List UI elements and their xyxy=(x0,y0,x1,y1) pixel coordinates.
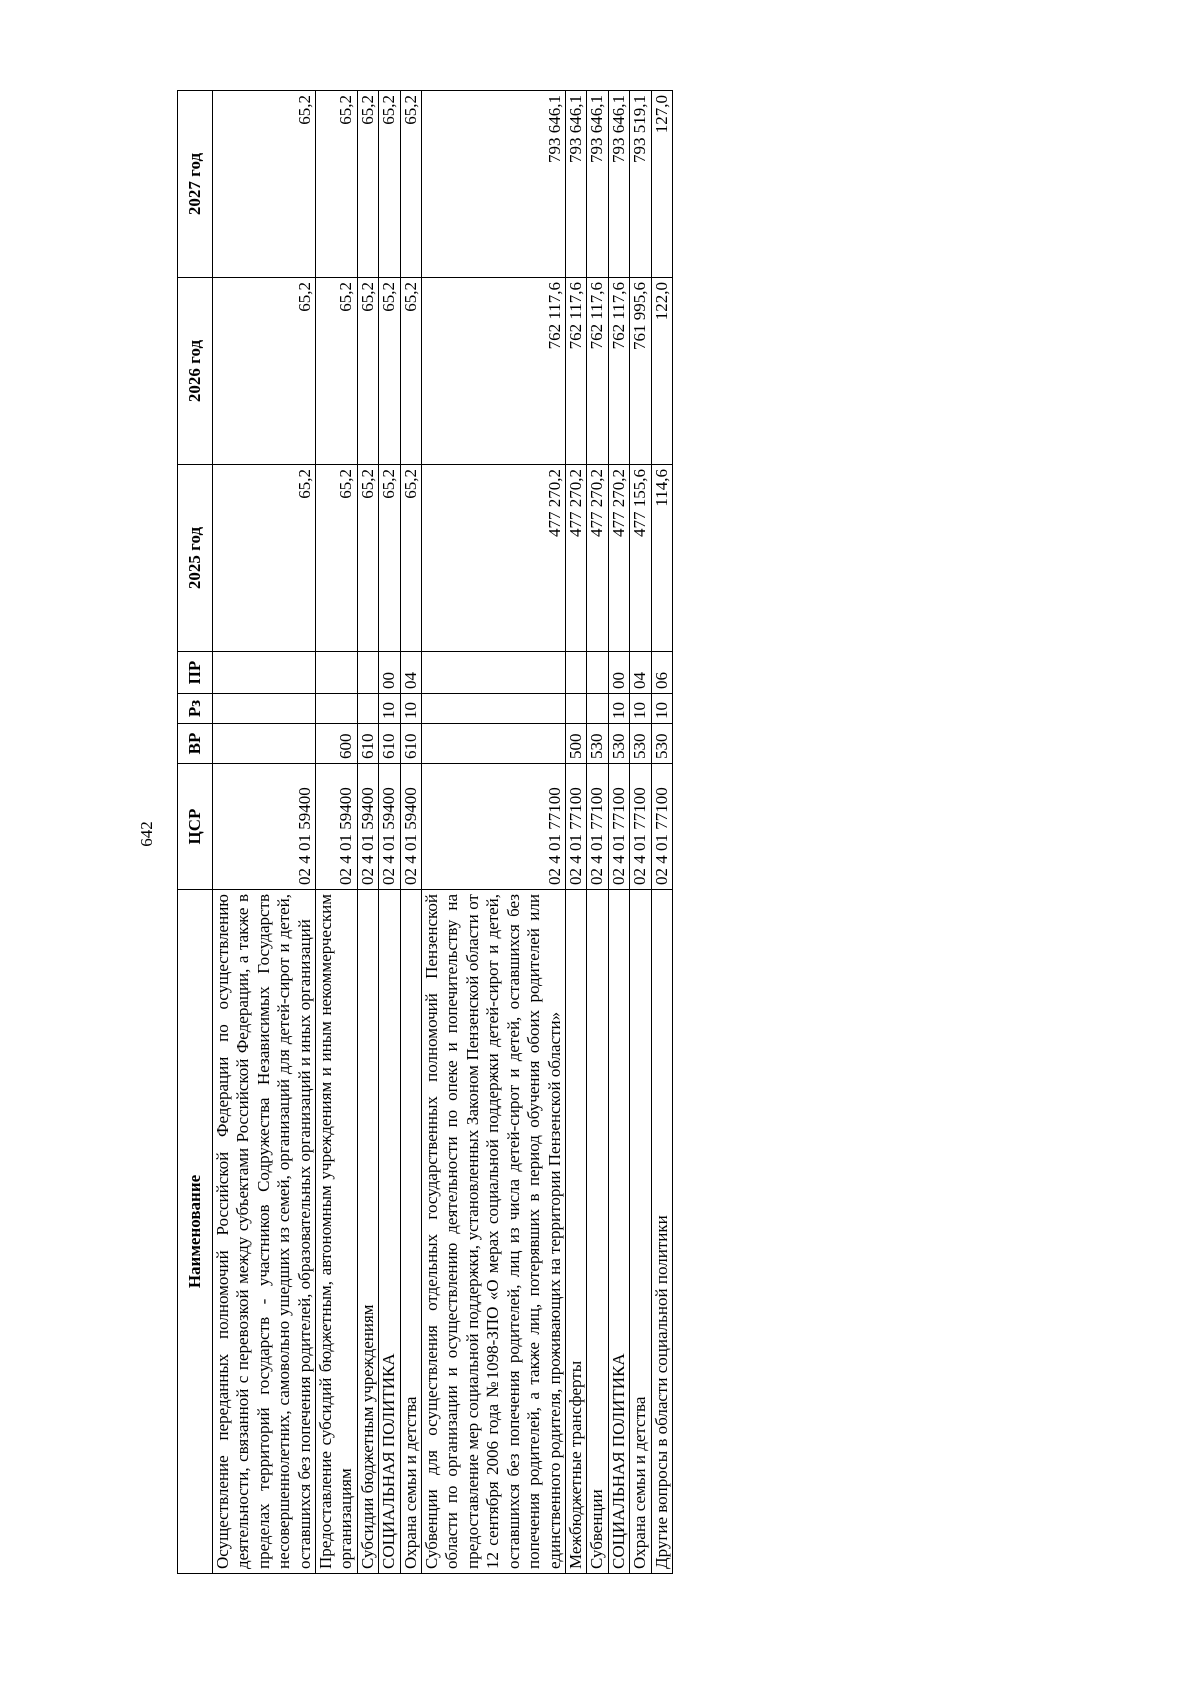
cell-vr: 610 xyxy=(400,724,421,764)
cell-rz: 10 xyxy=(630,694,651,724)
table-row xyxy=(357,91,378,1574)
cell-2027: 127,0 xyxy=(651,91,672,278)
cell-name: Межбюджетные трансферты xyxy=(565,890,586,1574)
cell-2026: 65,2 xyxy=(316,278,358,465)
cell-csr: 02 4 01 59400 xyxy=(213,764,316,890)
cell-2025: 477 270,2 xyxy=(587,465,608,652)
cell-rz xyxy=(357,694,378,724)
header-pr: ПР xyxy=(178,652,213,694)
table-row xyxy=(400,91,421,1574)
cell-2027: 793 646,1 xyxy=(608,91,629,278)
cell-pr: 00 xyxy=(608,652,629,694)
page-number: 642 xyxy=(137,821,156,847)
cell-csr: 02 4 01 59400 xyxy=(316,764,358,890)
cell-vr: 530 xyxy=(630,724,651,764)
cell-2027: 793 646,1 xyxy=(565,91,586,278)
cell-vr: 500 xyxy=(565,724,586,764)
cell-2025: 477 155,6 xyxy=(630,465,651,652)
cell-name: Субсидии бюджетным учреждениям xyxy=(357,890,378,1574)
header-rz: Рз xyxy=(178,694,213,724)
cell-pr: 00 xyxy=(379,652,400,694)
cell-2025: 477 270,2 xyxy=(608,465,629,652)
cell-pr xyxy=(316,652,358,694)
cell-2026: 761 995,6 xyxy=(630,278,651,465)
cell-pr xyxy=(422,652,566,694)
cell-name: Субвенции xyxy=(587,890,608,1574)
cell-pr: 06 xyxy=(651,652,672,694)
cell-vr: 610 xyxy=(357,724,378,764)
cell-pr xyxy=(565,652,586,694)
cell-2027: 65,2 xyxy=(400,91,421,278)
cell-pr xyxy=(357,652,378,694)
cell-2026: 65,2 xyxy=(357,278,378,465)
header-name: Наименование xyxy=(178,890,213,1574)
cell-2027: 65,2 xyxy=(213,91,316,278)
cell-name: Субвенции для осуществления отдельных государственных полномочий Пензенской области по организации и осуществлению деятельности по опеке и попечительству на предоставление мер социальной поддержки, установленных Законом Пензенской области от 12 сентября 2006 года №1098-ЗПО «О мерах социальной поддержки детей-сирот и детей, оставшихся без попечения родителей, лиц из числа детей-сирот и детей, оставшихся без попечения родителей, а также лиц, потерявших в период обучения обоих родителей или единственного родителя, проживающих на территории Пензенской области» xyxy=(422,890,566,1574)
cell-2026: 65,2 xyxy=(400,278,421,465)
cell-2027: 65,2 xyxy=(379,91,400,278)
cell-vr xyxy=(422,724,566,764)
cell-vr: 610 xyxy=(379,724,400,764)
cell-2026: 65,2 xyxy=(213,278,316,465)
rotated-page xyxy=(137,90,1007,1574)
cell-pr: 04 xyxy=(630,652,651,694)
cell-2027: 65,2 xyxy=(316,91,358,278)
cell-rz: 10 xyxy=(400,694,421,724)
cell-csr: 02 4 01 77100 xyxy=(422,764,566,890)
cell-2026: 762 117,6 xyxy=(587,278,608,465)
cell-name: СОЦИАЛЬНАЯ ПОЛИТИКА xyxy=(379,890,400,1574)
cell-name: Охрана семьи и детства xyxy=(400,890,421,1574)
header-csr: ЦСР xyxy=(178,764,213,890)
cell-2025: 65,2 xyxy=(213,465,316,652)
table-row xyxy=(630,91,651,1574)
cell-rz xyxy=(213,694,316,724)
table-row xyxy=(422,91,566,1574)
cell-vr xyxy=(213,724,316,764)
cell-2025: 65,2 xyxy=(357,465,378,652)
cell-name: Другие вопросы в области социальной политики xyxy=(651,890,672,1574)
cell-vr: 530 xyxy=(608,724,629,764)
cell-name: СОЦИАЛЬНАЯ ПОЛИТИКА xyxy=(608,890,629,1574)
cell-csr: 02 4 01 77100 xyxy=(630,764,651,890)
table-row xyxy=(213,91,316,1574)
cell-pr xyxy=(587,652,608,694)
table-row xyxy=(565,91,586,1574)
cell-2027: 793 646,1 xyxy=(587,91,608,278)
cell-csr: 02 4 01 59400 xyxy=(400,764,421,890)
table-row xyxy=(651,91,672,1574)
cell-vr: 530 xyxy=(587,724,608,764)
table-header-row xyxy=(178,91,213,1574)
header-2025: 2025 год xyxy=(178,465,213,652)
cell-csr: 02 4 01 59400 xyxy=(379,764,400,890)
cell-2025: 477 270,2 xyxy=(565,465,586,652)
cell-csr: 02 4 01 77100 xyxy=(608,764,629,890)
cell-rz xyxy=(587,694,608,724)
cell-2026: 65,2 xyxy=(379,278,400,465)
header-vr: ВР xyxy=(178,724,213,764)
cell-2027: 793 519,1 xyxy=(630,91,651,278)
cell-2025: 477 270,2 xyxy=(422,465,566,652)
cell-2025: 65,2 xyxy=(400,465,421,652)
cell-2025: 65,2 xyxy=(316,465,358,652)
cell-csr: 02 4 01 77100 xyxy=(565,764,586,890)
cell-2026: 762 117,6 xyxy=(422,278,566,465)
cell-rz: 10 xyxy=(651,694,672,724)
cell-rz: 10 xyxy=(608,694,629,724)
cell-2027: 793 646,1 xyxy=(422,91,566,278)
cell-2027: 65,2 xyxy=(357,91,378,278)
cell-vr: 530 xyxy=(651,724,672,764)
cell-csr: 02 4 01 77100 xyxy=(651,764,672,890)
cell-rz xyxy=(565,694,586,724)
table-row xyxy=(316,91,358,1574)
cell-2025: 65,2 xyxy=(379,465,400,652)
cell-vr: 600 xyxy=(316,724,358,764)
cell-rz xyxy=(316,694,358,724)
table-row xyxy=(587,91,608,1574)
header-2027: 2027 год xyxy=(178,91,213,278)
cell-rz: 10 xyxy=(379,694,400,724)
table-row xyxy=(608,91,629,1574)
cell-name: Охрана семьи и детства xyxy=(630,890,651,1574)
cell-csr: 02 4 01 77100 xyxy=(587,764,608,890)
cell-name: Осуществление переданных полномочий Российской Федерации по осуществлению деятельности, связанной с перевозкой между субъектами Российской Федерации, а также в пределах территорий государств - участников Содружества Независимых Государств несовершеннолетних, самовольно ушедших из семей, организаций для детей-сирот и детей, оставшихся без попечения родителей, образовательных организаций и иных организаций xyxy=(213,890,316,1574)
header-2026: 2026 год xyxy=(178,278,213,465)
cell-2026: 762 117,6 xyxy=(565,278,586,465)
cell-2026: 122,0 xyxy=(651,278,672,465)
budget-table xyxy=(177,90,673,1574)
cell-csr: 02 4 01 59400 xyxy=(357,764,378,890)
cell-2026: 762 117,6 xyxy=(608,278,629,465)
cell-2025: 114,6 xyxy=(651,465,672,652)
table-row xyxy=(379,91,400,1574)
cell-rz xyxy=(422,694,566,724)
cell-pr xyxy=(213,652,316,694)
cell-name: Предоставление субсидий бюджетным, автономным учреждениям и иным некоммерческим организациям xyxy=(316,890,358,1574)
cell-pr: 04 xyxy=(400,652,421,694)
